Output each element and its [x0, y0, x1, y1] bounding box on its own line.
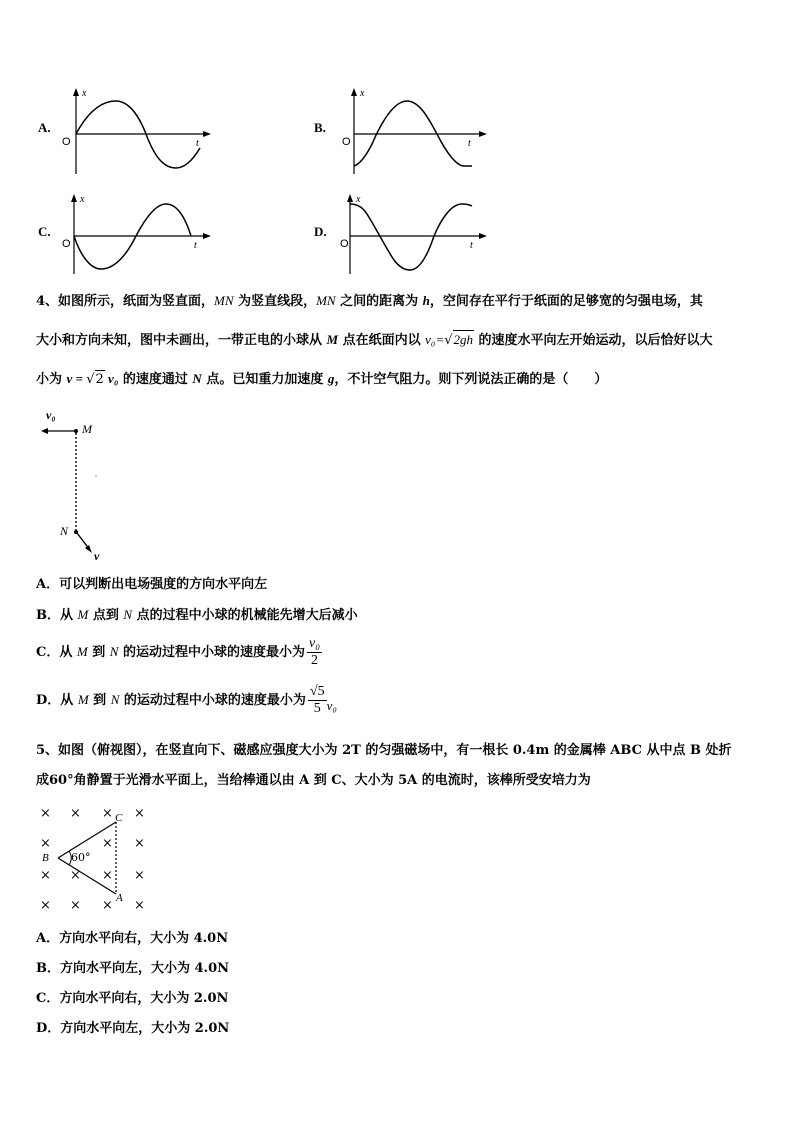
graph-c [36, 192, 216, 277]
q4-text: ，空间存在平行于纸面的足够宽的匀强电场，其 [429, 294, 703, 309]
graph-a-origin: O [62, 136, 71, 148]
q5-option-d[interactable]: D．方向水平向左，大小为 2.0N [36, 1021, 230, 1036]
graph-d [312, 192, 492, 277]
graph-d-plot [312, 192, 492, 277]
q4-option-d-numerator: √5 [309, 684, 325, 699]
q4-option-c-text: C．从 [36, 645, 77, 660]
q4-option-c-n: N [109, 644, 119, 659]
q4-option-d-v0: v₀ [326, 698, 337, 713]
q4-option-b-text: 点到 [88, 608, 124, 623]
q4-option-b[interactable] [36, 606, 358, 625]
magnetic-field-cross: × [134, 806, 145, 821]
q4-option-d-n: N [110, 692, 120, 707]
q4-fig-m-label: M [82, 422, 92, 436]
graph-d-origin: O [340, 238, 349, 250]
q4-line-1 [36, 292, 703, 311]
magnetic-field-cross: × [134, 836, 145, 851]
q5-option-a[interactable]: A．方向水平向右，大小为 4.0N [36, 931, 229, 946]
magnetic-field-cross: × [40, 898, 51, 913]
q4-option-b-m: M [77, 607, 89, 622]
magnetic-field-cross: × [40, 836, 51, 851]
magnetic-field-cross: × [134, 898, 145, 913]
sqrt-sign: √ [86, 372, 95, 387]
q4-fig-v0-label: v₀ [46, 408, 56, 422]
q4-option-d-text: 到 [88, 693, 111, 708]
magnetic-field-cross: × [40, 868, 51, 883]
q4-option-d-fraction [308, 684, 327, 717]
q4-option-d-text: D．从 [36, 693, 78, 708]
q4-text: ，不计空气阻力。则下列说法正确的是（ ） [334, 372, 608, 387]
q4-option-c-text: 到 [87, 645, 110, 660]
graph-b-x-label: x [360, 88, 365, 99]
q5-fig-c-label: C [115, 812, 123, 824]
magnetic-field-cross: × [102, 836, 113, 851]
q4-option-d-m: M [77, 692, 89, 707]
graph-a-plot [36, 86, 216, 176]
q4-v0: v₀ [104, 371, 119, 386]
q4-v-eq: v = [66, 371, 87, 386]
q4-n: N [192, 371, 202, 386]
graph-b-t-label: t [468, 138, 471, 149]
graph-b-letter: B. [314, 120, 326, 135]
q5-option-b[interactable]: B．方向水平向左，大小为 4.0N [36, 961, 230, 976]
graph-c-plot [36, 192, 216, 277]
graph-b [312, 86, 492, 176]
magnetic-field-cross: × [134, 868, 145, 883]
graph-c-letter: C. [38, 224, 51, 239]
graph-d-t-label: t [470, 240, 473, 251]
magnetic-field-cross: × [102, 868, 113, 883]
graph-a-t-label: t [196, 138, 199, 149]
q5-fig-a-label: A [116, 892, 123, 904]
q5-fig-b-label: B [42, 852, 49, 864]
q4-option-c-fraction [307, 636, 322, 669]
q4-option-d-text: 的运动过程中小球的速度最小为 [119, 693, 306, 708]
q4-g: g [327, 371, 335, 386]
q5-figure [36, 804, 156, 916]
q4-sqrt-2: 2 [95, 372, 104, 387]
q4-text: 点。已知重力加速度 [201, 372, 328, 387]
q4-mn: MN [214, 293, 234, 308]
q4-text: 点在纸面内以 [338, 333, 426, 348]
q4-option-b-text: 点的过程中小球的机械能先增大后减小 [132, 608, 358, 623]
graph-a-x-label: x [82, 88, 87, 99]
graph-a-letter: A. [38, 120, 51, 135]
sqrt-sign: √ [444, 333, 453, 348]
q4-v0-eq: v₀= [425, 332, 445, 347]
q4-fig-n-label: N [60, 524, 69, 538]
q4-option-c-numerator: v₀ [308, 636, 321, 651]
graph-a [36, 86, 216, 176]
q4-figure [36, 406, 126, 566]
q5-line-1: 5、如图（俯视图），在竖直向下、磁感应强度大小为 2T 的匀强磁场中，有一根长 0.4m 的金属棒 ABC 从中点 B 处折 [36, 743, 732, 758]
q4-text: 为竖直线段， [233, 294, 317, 309]
q4-figure-svg [36, 406, 126, 566]
q4-option-c-text: 的运动过程中小球的速度最小为 [118, 645, 305, 660]
q4-mn: MN [316, 293, 336, 308]
q4-option-c-m: M [76, 644, 88, 659]
graph-c-origin: O [62, 238, 71, 250]
graph-b-origin: O [342, 136, 351, 148]
magnetic-field-cross: × [70, 806, 81, 821]
magnetic-field-cross: × [70, 898, 81, 913]
q4-text: 的速度水平向左开始运动，以后恰好以大 [474, 333, 713, 348]
graph-d-letter: D. [314, 224, 327, 239]
q4-option-c[interactable] [36, 636, 322, 669]
q4-m: M [326, 332, 339, 347]
q4-option-d[interactable] [36, 684, 337, 717]
q4-option-d-denominator: 5 [313, 701, 321, 716]
q4-option-b-n: N [123, 607, 133, 622]
q5-fig-angle-label: 60° [71, 851, 91, 864]
q4-option-a[interactable]: A．可以判断出电场强度的方向水平向左 [36, 577, 268, 592]
magnetic-field-cross: × [40, 806, 51, 821]
graph-b-plot [312, 86, 492, 176]
magnetic-field-cross: × [102, 898, 113, 913]
q4-text: 的速度通过 [118, 372, 193, 387]
q4-text: 大小和方向未知，图中未画出，一带正电的小球从 [36, 333, 327, 348]
q5-option-c[interactable]: C．方向水平向右，大小为 2.0N [36, 991, 229, 1006]
magnetic-field-cross: × [102, 806, 113, 821]
q4-h: h [422, 293, 430, 308]
q4-option-b-text: B．从 [36, 608, 78, 623]
q4-text: 之间的距离为 [335, 294, 423, 309]
q4-text: 4、如图所示，纸面为竖直面， [36, 294, 215, 309]
q4-sqrt-2gh: 2gh [453, 332, 474, 347]
graph-d-x-label: x [356, 194, 361, 205]
q5-line-2: 成60°角静置于光滑水平面上，当给棒通以由 A 到 C、大小为 5A 的电流时，该棒所受安培力为 [36, 773, 591, 788]
q4-fig-v-label: v [94, 549, 100, 563]
graph-c-t-label: t [194, 240, 197, 251]
q4-line-3 [36, 370, 607, 389]
q4-line-2 [36, 330, 713, 350]
graph-c-x-label: x [80, 194, 85, 205]
q4-option-c-denominator: 2 [311, 653, 319, 668]
magnetic-field-cross: × [70, 868, 81, 883]
q4-text: 小为 [36, 372, 67, 387]
